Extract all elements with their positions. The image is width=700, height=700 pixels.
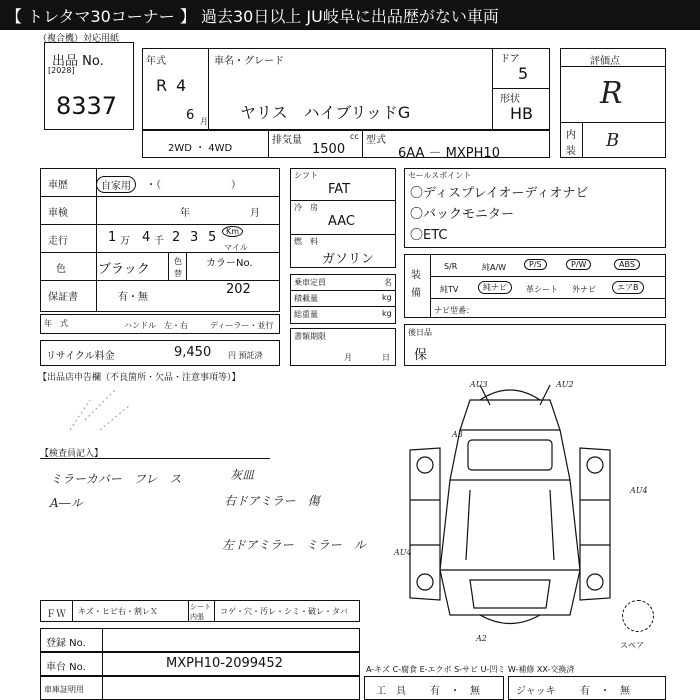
- recycle-amount: 9,450: [174, 345, 212, 360]
- subnote: （複合機）対応用紙: [38, 34, 120, 44]
- mileage-man-unit: 万: [120, 236, 130, 247]
- sales-points-label: セールスポイント: [408, 171, 472, 180]
- mark-au2: AU2: [556, 380, 574, 389]
- fuel-label: 燃 料: [294, 237, 318, 246]
- mileage-label: 走行: [48, 236, 68, 247]
- inspector-note-3: 灰皿: [230, 468, 255, 482]
- navi-model-label: ナビ型番：: [434, 306, 474, 315]
- reg-period-label: 書類期限: [294, 332, 326, 341]
- color-change-1: 色: [174, 257, 182, 266]
- shift-label: シフト: [294, 171, 318, 180]
- interior-label-1: 内: [566, 130, 576, 141]
- reg-period-month: 月: [344, 353, 352, 362]
- history-value: 自家用: [96, 176, 136, 193]
- seat-label: シート 内張: [190, 603, 211, 621]
- equip-alloy: 純A/W: [482, 263, 507, 272]
- year-label: 年式: [146, 56, 166, 67]
- mark-a3: A3: [452, 430, 463, 439]
- shape-label: 形状: [500, 94, 520, 105]
- year-month: 6: [186, 108, 195, 123]
- weight-label: 総重量: [294, 310, 318, 319]
- inspector-note-5: 左ドアミラー ミラー ル: [222, 538, 366, 552]
- mark-au4-left: AU4: [394, 548, 412, 557]
- fw-text: キズ・ヒビ右・割レＸ: [78, 607, 158, 616]
- inspector-label: 【検査員記入】: [40, 449, 104, 459]
- sales-point-1: 〇ディスプレイオーディオナビ: [410, 186, 589, 201]
- model-value: 6AA － MXPH10: [398, 146, 500, 161]
- mileage-d2: 2: [172, 230, 181, 245]
- color-no-label: カラーNo.: [206, 258, 253, 269]
- riders-unit: 名: [384, 278, 392, 287]
- mileage-d3: 3: [190, 230, 199, 245]
- drive-label: 2WD ・ 4WD: [168, 143, 233, 154]
- history-paren: ・（ ）: [146, 180, 241, 191]
- inspector-note-4: 右ドアミラー 傷: [224, 494, 320, 508]
- model-label: 型式: [366, 135, 386, 146]
- displacement-label: 排気量: [272, 135, 302, 146]
- shift-value: FAT: [328, 182, 351, 197]
- warranty-value: 有・無: [118, 292, 148, 303]
- score-value: R: [600, 76, 623, 111]
- aircon-value: AAC: [328, 214, 355, 229]
- after-input: [404, 324, 666, 366]
- mark-a2: A2: [476, 634, 487, 643]
- equip-ext-navi: 外ナビ: [572, 285, 596, 294]
- mileage-d4: 5: [208, 230, 217, 245]
- door-count: 5: [518, 64, 529, 83]
- lot-small-code: [2028]: [48, 66, 75, 75]
- after-input-label: 後日品: [408, 328, 432, 337]
- import-dealer: ディーラー・並行: [210, 321, 274, 330]
- history-label: 車歴: [48, 180, 68, 191]
- mileage-unit-mile: マイル: [224, 243, 248, 252]
- equip-tv: 純TV: [440, 285, 459, 294]
- inspection-label: 車検: [48, 208, 68, 219]
- year-era: R: [156, 76, 168, 95]
- chassis-label: 車台 No.: [46, 662, 86, 673]
- equip-airbag: エアB: [612, 281, 644, 294]
- sales-point-3: 〇ETC: [410, 228, 448, 243]
- spare-label: スペア: [620, 641, 644, 650]
- recycle-unit: 円 預託済: [228, 351, 263, 360]
- inspection-month-unit: 月: [250, 208, 260, 219]
- riders-label: 乗車定員: [294, 278, 326, 287]
- seller-notes-label: 【出品店申告欄（不良箇所・欠品・注意事項等）】: [38, 373, 241, 383]
- sales-point-2: 〇バックモニター: [410, 207, 515, 222]
- color-no-value: 202: [226, 282, 251, 297]
- color-change-2: 替: [174, 269, 182, 278]
- shape-value: HB: [510, 104, 534, 123]
- lot-number: 8337: [56, 92, 118, 120]
- inspector-note-2: A―ル: [50, 496, 83, 510]
- car-diagram: [390, 370, 630, 650]
- vehicle-name-label: 車名・グレード: [214, 56, 284, 67]
- color-value: ブラック: [98, 262, 150, 277]
- banner-text: 【 トレタマ30コーナー 】 過去30日以上 JU岐阜に出品歴がない車両: [6, 7, 499, 26]
- equipment-label-1: 装: [411, 270, 421, 281]
- equip-abs: ABS: [614, 259, 640, 270]
- equipment-label-2: 備: [411, 288, 421, 299]
- year-month-unit: 月: [200, 117, 208, 126]
- cert-row: [40, 676, 360, 700]
- seat-text: コゲ・穴・汚レ・シミ・破レ・タバ: [220, 607, 348, 616]
- load-label: 積載量: [294, 294, 318, 303]
- displacement-unit: cc: [350, 132, 359, 141]
- tools-value: 有 ・ 無: [430, 686, 480, 697]
- seller-scribble: [60, 380, 140, 444]
- mark-au4-right: AU4: [630, 486, 648, 495]
- mark-au3: AU3: [470, 380, 488, 389]
- spare-circle: [622, 600, 654, 632]
- equip-sr: S/R: [444, 262, 458, 271]
- cert-label: 車庫証明用: [44, 685, 84, 694]
- mileage-d1-unit: 千: [154, 236, 164, 247]
- import-handle: ハンドル 左・右: [124, 321, 188, 330]
- fw-label: ＦＷ: [46, 609, 66, 620]
- score-label: 評価点: [590, 56, 620, 67]
- mileage-d1: 4: [142, 230, 151, 245]
- fuel-value: ガソリン: [322, 252, 375, 267]
- reg-no-label: 登録 No.: [46, 638, 86, 649]
- equip-leather: 革シート: [526, 285, 558, 294]
- inspector-note-1: ミラーカバー フレ ス: [50, 472, 182, 486]
- door-label: ドア: [500, 54, 520, 65]
- after-input-value: 保: [414, 348, 428, 363]
- equip-pw: P/W: [566, 259, 591, 270]
- lot-label: 出品 No.: [52, 54, 104, 69]
- reg-period-day: 日: [382, 353, 390, 362]
- year-value: 4: [176, 76, 187, 95]
- interior-value: B: [606, 130, 620, 151]
- aircon-label: 冷 房: [294, 203, 318, 212]
- displacement-value: 1500: [312, 142, 346, 157]
- inspection-year-unit: 年: [180, 208, 190, 219]
- legend: A-キズ C-腐食 E-エクボ S-サビ U-凹ミ W-補修 XX-交換済: [366, 665, 575, 674]
- warranty-label: 保証書: [48, 292, 78, 303]
- recycle-label: リサイクル料金: [46, 351, 115, 362]
- tools-label: 工 具: [376, 686, 406, 697]
- load-unit: kg: [382, 293, 392, 302]
- mileage-man: 1: [108, 230, 117, 245]
- import-label: 年 式: [44, 319, 68, 328]
- jack-value: 有 ・ 無: [580, 686, 630, 697]
- weight-unit: kg: [382, 309, 392, 318]
- equip-ps: P/S: [524, 259, 547, 270]
- color-label: 色: [56, 264, 66, 275]
- vehicle-name: ヤリス ハイブリッドG: [240, 103, 411, 122]
- chassis-no: MXPH10-2099452: [166, 656, 283, 671]
- reg-no-row: [40, 628, 360, 652]
- jack-label: ジャッキ: [516, 686, 556, 697]
- interior-label-2: 装: [566, 146, 576, 157]
- equip-navi: 純ナビ: [478, 281, 512, 294]
- mileage-unit-km: Km: [222, 226, 243, 237]
